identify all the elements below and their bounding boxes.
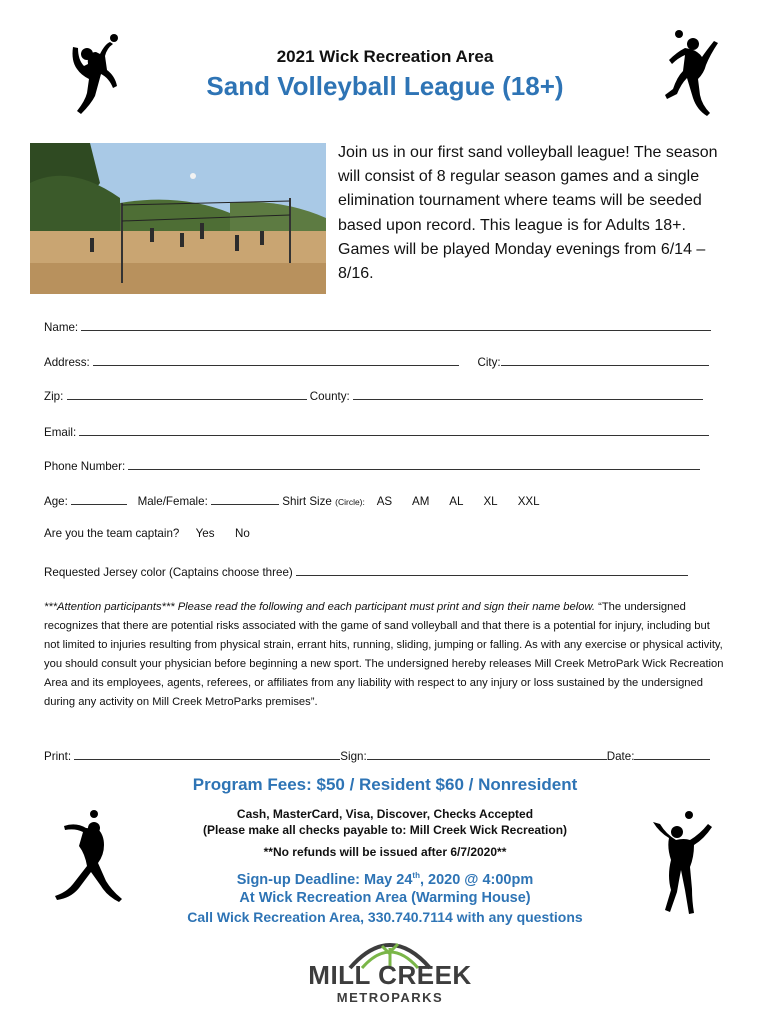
logo-name: MILL CREEK	[308, 960, 472, 990]
payment-methods: Cash, MasterCard, Visa, Discover, Checks Accepted	[236, 807, 534, 821]
print-field[interactable]	[74, 748, 340, 760]
date-label: Date:	[606, 750, 635, 763]
liability-waiver	[44, 598, 728, 712]
shirt-size-note: (Circle):	[335, 497, 365, 507]
mill-creek-logo	[300, 930, 480, 1010]
program-fees: Program Fees: $50 / Resident $60 / Nonresident	[192, 775, 578, 794]
captain-label: Are you the team captain?	[44, 527, 180, 540]
email-field[interactable]	[79, 424, 709, 436]
check-payable-note: (Please make all checks payable to: Mill Creek Wick Recreation)	[202, 823, 568, 837]
size-option-al[interactable]: AL	[449, 495, 463, 508]
captain-row	[44, 527, 724, 540]
address-field[interactable]	[93, 354, 459, 366]
city-field[interactable]	[501, 354, 709, 366]
deadline-location: At Wick Recreation Area (Warming House)	[239, 890, 531, 906]
waiver-body: “The undersigned recognizes that there are potential risks associated with the game of sand volleyball and that there is a potential for injury, including but not limited to injuries resulting from physical strain, errant hits, running, sliding, jumping or falling. As with any exercise or physical activity, you should consult your physician before beginning a new sport. The undersigned hereby releases Mill Creek MetroPark Wick Recreation Area and its employees, agents, referees, or affiliates from any liability with respect to any injury or loss sustained by the undersigned during any activity on Mill Creek MetroParks premises”.	[44, 601, 724, 708]
volleyball-court-photo	[30, 143, 326, 294]
name-row	[44, 319, 724, 334]
zip-county-row	[44, 388, 724, 403]
phone-label: Phone Number:	[44, 460, 126, 473]
age-gender-shirt-row	[44, 493, 724, 508]
captain-no-option[interactable]: No	[234, 527, 250, 540]
gender-field[interactable]	[211, 493, 279, 505]
phone-field[interactable]	[128, 458, 700, 470]
size-option-am[interactable]: AM	[412, 495, 430, 508]
jersey-color-label: Requested Jersey color (Captains choose three)	[44, 566, 293, 579]
jersey-color-field[interactable]	[296, 564, 688, 576]
deadline-suffix: , 2020 @ 4:00pm	[419, 872, 534, 888]
zip-field[interactable]	[67, 388, 307, 400]
county-label: County:	[309, 390, 350, 403]
phone-row	[44, 458, 724, 473]
captain-yes-option[interactable]: Yes	[195, 527, 215, 540]
name-label: Name:	[44, 321, 79, 334]
city-label: City:	[477, 356, 501, 369]
gender-label: Male/Female:	[137, 495, 208, 508]
zip-label: Zip:	[44, 390, 64, 403]
page-title: Sand Volleyball League (18+)	[206, 71, 564, 101]
contact-line: Call Wick Recreation Area, 330.740.7114 with any questions	[187, 909, 583, 925]
event-subtitle: 2021 Wick Recreation Area	[276, 47, 494, 66]
deadline-superscript: th	[412, 871, 420, 880]
sign-label: Sign:	[340, 750, 367, 763]
sign-field[interactable]	[367, 748, 607, 760]
logo-subname: METROPARKS	[336, 990, 444, 1005]
email-label: Email:	[44, 426, 77, 439]
signup-deadline	[0, 867, 770, 907]
deadline-prefix: Sign-up Deadline: May 24	[236, 872, 413, 888]
jersey-row	[44, 564, 724, 579]
address-label: Address:	[44, 356, 90, 369]
county-field[interactable]	[353, 388, 703, 400]
waiver-attention: ***Attention participants*** Please read the following and each participant must print and sign their name below.	[44, 601, 596, 613]
print-label: Print:	[44, 750, 72, 763]
age-label: Age:	[44, 495, 68, 508]
league-description: Join us in our first sand volleyball league! The season will consist of 8 regular season games and a single elimination tournament where teams will be seeded based upon record. This league is for Adults 18+. Games will be played Monday evenings from 6/14 – 8/16.	[338, 144, 718, 283]
size-option-xl[interactable]: XL	[483, 495, 498, 508]
shirt-size-label: Shirt Size	[282, 495, 332, 508]
email-row	[44, 424, 724, 439]
name-field[interactable]	[81, 319, 711, 331]
payment-info	[0, 806, 770, 838]
size-option-xxl[interactable]: XXL	[517, 495, 540, 508]
date-field[interactable]	[634, 748, 710, 760]
refund-policy: **No refunds will be issued after 6/7/2020**	[263, 845, 507, 859]
size-option-as[interactable]: AS	[376, 495, 393, 508]
address-row	[44, 354, 724, 369]
signature-row	[44, 748, 724, 763]
age-field[interactable]	[71, 493, 127, 505]
